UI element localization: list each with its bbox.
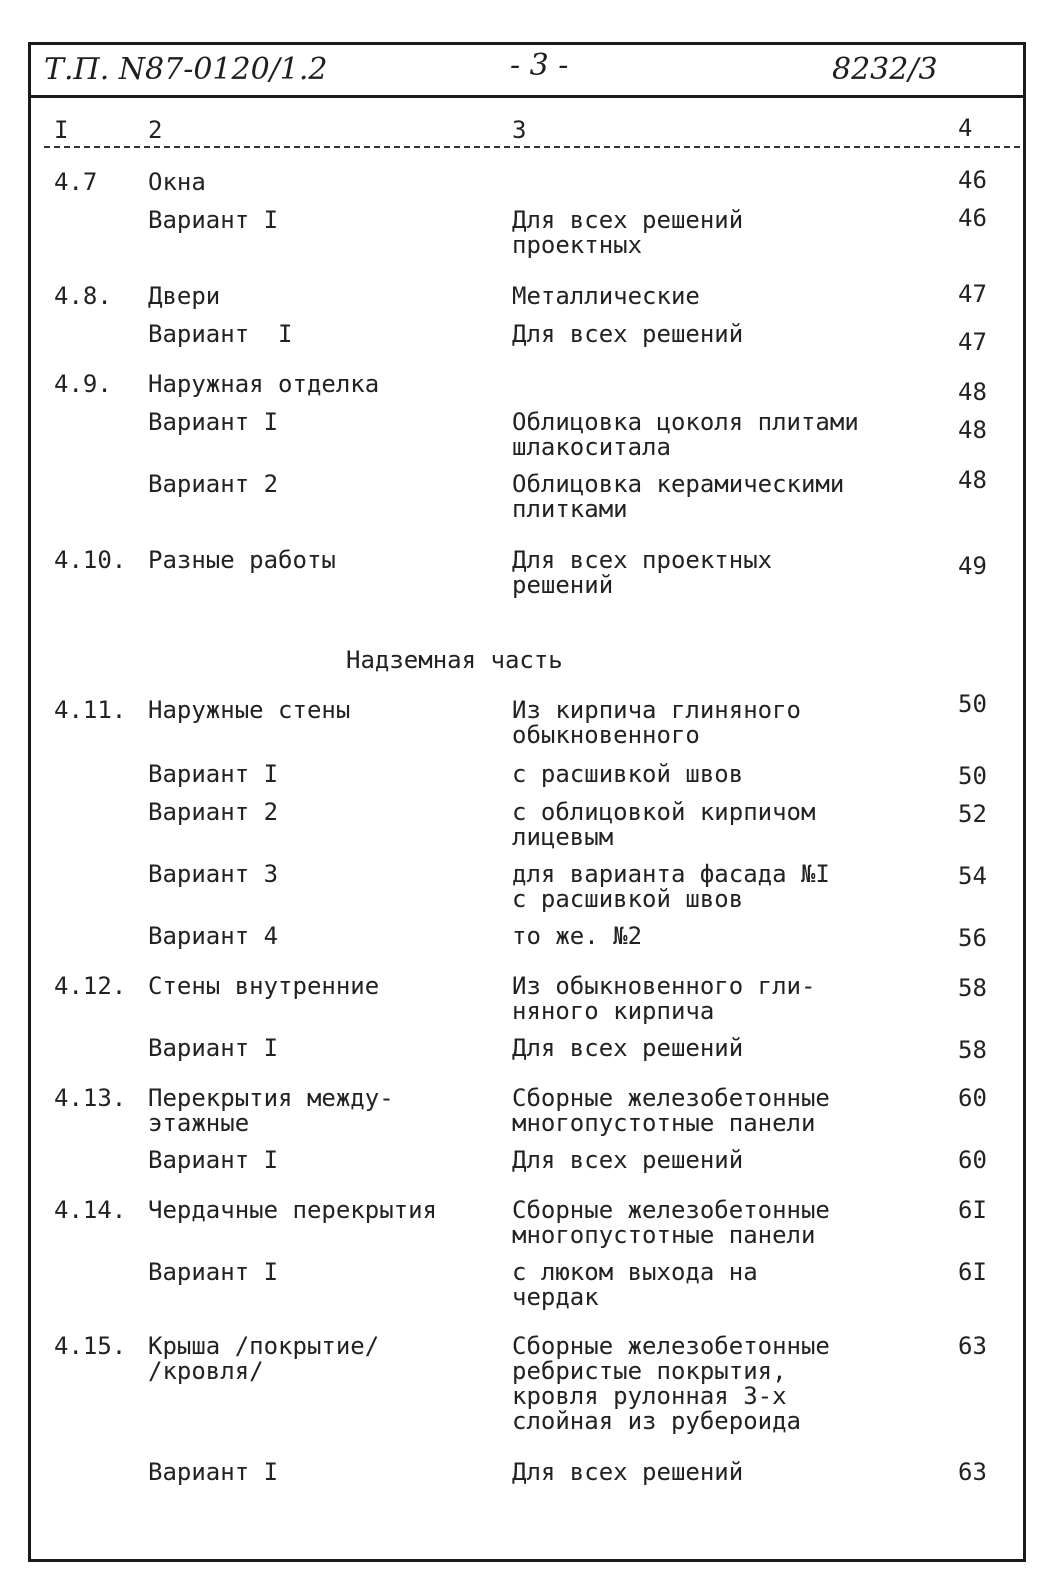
row-page: 46 — [958, 166, 987, 194]
row-page: 47 — [958, 328, 987, 356]
row-name: Чердачные перекрытия — [148, 1196, 437, 1224]
section-heading: Надземная часть — [346, 646, 563, 674]
row-page: 58 — [958, 1036, 987, 1064]
row-number: 4.15. — [54, 1332, 127, 1360]
row-description: с облицовкой кирпичом лицевым — [512, 798, 816, 851]
row-description: Из обыкновенного гли- няного кирпича — [512, 972, 816, 1025]
row-number: 4.14. — [54, 1196, 127, 1224]
row-name: Перекрытия между- этажные — [148, 1084, 394, 1137]
row-number: 4.8. — [54, 282, 112, 310]
row-page: 48 — [958, 466, 987, 494]
row-number: 4.13. — [54, 1084, 127, 1112]
row-description: Для всех решений — [512, 1458, 744, 1486]
row-page: 48 — [958, 416, 987, 444]
row-page: 50 — [958, 690, 987, 718]
row-page: 63 — [958, 1458, 987, 1486]
row-number: 4.7 — [54, 168, 98, 196]
row-description: Из кирпича глиняного обыкновенного — [512, 696, 801, 749]
row-number: 4.10. — [54, 546, 127, 574]
row-page: 46 — [958, 204, 987, 232]
row-name: Крыша /покрытие/ /кровля/ — [148, 1332, 380, 1385]
row-page: 60 — [958, 1084, 987, 1112]
row-number: 4.9. — [54, 370, 112, 398]
row-name: Вариант 2 — [148, 470, 279, 498]
row-number: 4.12. — [54, 972, 127, 1000]
column-header-3: 3 — [512, 116, 527, 144]
row-page: 47 — [958, 280, 987, 308]
row-name: Вариант I — [148, 408, 279, 436]
row-name: Наружные стены — [148, 696, 351, 724]
column-header-divider — [44, 146, 1020, 148]
row-page: 49 — [958, 552, 987, 580]
row-description: Сборные железобетонные многопустотные панели — [512, 1196, 830, 1249]
row-description: Облицовка цоколя плитами шлакоситала — [512, 408, 859, 461]
row-description: Металлические — [512, 282, 700, 310]
row-description: Для всех решений — [512, 320, 744, 348]
row-page: 54 — [958, 862, 987, 890]
row-name: Вариант 2 — [148, 798, 279, 826]
row-name: Вариант I — [148, 1258, 279, 1286]
row-name: Вариант I — [148, 1458, 279, 1486]
row-name: Вариант I — [148, 1146, 279, 1174]
row-name: Вариант 3 — [148, 860, 279, 888]
row-name: Разные работы — [148, 546, 336, 574]
header-divider — [28, 95, 1026, 98]
row-page: 58 — [958, 974, 987, 1002]
row-description: для варианта фасада №I с расшивкой швов — [512, 860, 830, 913]
row-description: Для всех проектных решений — [512, 546, 773, 599]
page-number: - 3 - — [510, 48, 569, 83]
row-page: 6I — [958, 1258, 987, 1286]
row-name: Вариант I — [148, 1034, 279, 1062]
row-name: Стены внутренние — [148, 972, 380, 1000]
row-description: Облицовка керамическими плитками — [512, 470, 845, 523]
sheet-number: 8232/3 — [832, 52, 938, 87]
row-page: 60 — [958, 1146, 987, 1174]
doc-code: Т.П. N87-0120/1.2 — [44, 52, 328, 87]
row-name: Вариант I — [148, 760, 279, 788]
row-name: Наружная отделка — [148, 370, 380, 398]
row-name: Вариант I — [148, 320, 293, 348]
row-name: Вариант 4 — [148, 922, 279, 950]
row-page: 50 — [958, 762, 987, 790]
row-description: с люком выхода на чердак — [512, 1258, 758, 1311]
row-page: 48 — [958, 378, 987, 406]
row-page: 56 — [958, 924, 987, 952]
row-description: то же. №2 — [512, 922, 643, 950]
column-header-2: 2 — [148, 116, 163, 144]
row-page: 63 — [958, 1332, 987, 1360]
row-description: Для всех решений — [512, 1146, 744, 1174]
row-description: Для всех решений проектных — [512, 206, 744, 259]
row-description: с расшивкой швов — [512, 760, 744, 788]
row-description: Сборные железобетонные многопустотные панели — [512, 1084, 830, 1137]
row-page: 6I — [958, 1196, 987, 1224]
row-number: 4.11. — [54, 696, 127, 724]
column-header-1: I — [54, 116, 69, 144]
row-name: Вариант I — [148, 206, 279, 234]
row-description: Для всех решений — [512, 1034, 744, 1062]
row-name: Окна — [148, 168, 206, 196]
row-description: Сборные железобетонные ребристые покрытия, кровля рулонная 3-х слойная из рубероида — [512, 1332, 830, 1435]
column-header-4: 4 — [958, 114, 973, 142]
row-name: Двери — [148, 282, 221, 310]
row-page: 52 — [958, 800, 987, 828]
